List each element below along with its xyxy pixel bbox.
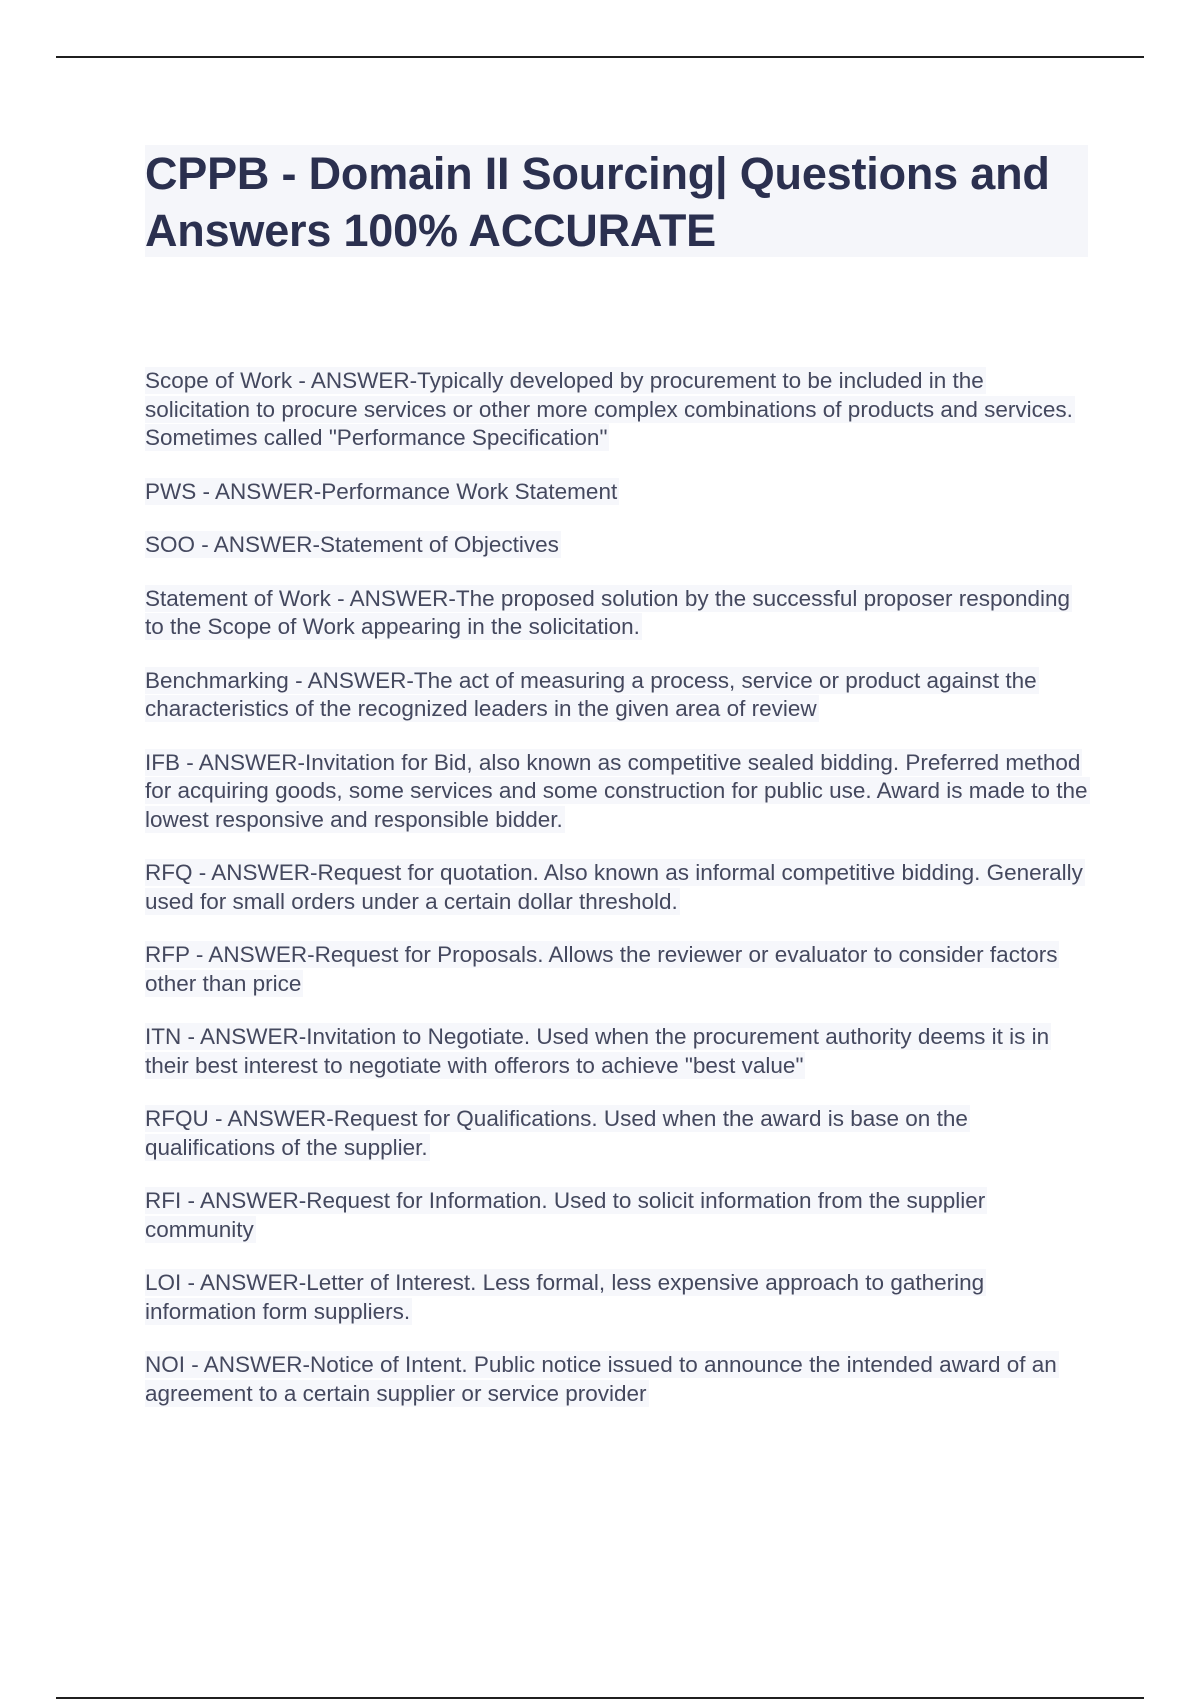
page-title: CPPB - Domain II Sourcing| Questions and Answers 100% ACCURATE	[145, 148, 1050, 256]
bottom-divider	[56, 1697, 1144, 1699]
qa-entry-text: RFQ - ANSWER-Request for quotation. Also known as informal competitive bidding. Generally used for small orders under a certain dollar threshold.	[145, 860, 1083, 914]
qa-entry-text: PWS - ANSWER-Performance Work Statement	[145, 478, 618, 504]
qa-entry-text: RFQU - ANSWER-Request for Qualifications. Used when the award is base on the qualifications of the supplier.	[145, 1106, 968, 1160]
qa-entry-text: Benchmarking - ANSWER-The act of measuring a process, service or product against the characteristics of the recognized leaders in the given area of review	[145, 667, 1037, 721]
qa-entry	[145, 367, 1088, 453]
title-block	[145, 145, 1088, 257]
qa-entry	[145, 478, 1088, 507]
qa-entry	[145, 667, 1088, 724]
qa-entry-text: RFP - ANSWER-Request for Proposals. Allows the reviewer or evaluator to consider factors other than price	[145, 942, 1058, 996]
qa-entry	[145, 1269, 1088, 1326]
qa-entry	[145, 585, 1088, 642]
qa-entry-text: Statement of Work - ANSWER-The proposed solution by the successful proposer responding to the Scope of Work appearing in the solicitation.	[145, 585, 1071, 639]
qa-entry-text: Scope of Work - ANSWER-Typically developed by procurement to be included in the solicitation to procure services or other more complex combinations of products and services. Sometimes called "Performance Specification"	[145, 368, 1073, 450]
qa-entry	[145, 1023, 1088, 1080]
qa-entry-text: NOI - ANSWER-Notice of Intent. Public notice issued to announce the intended award of an agreement to a certain supplier or service provider	[145, 1352, 1057, 1406]
qa-entry-text: ITN - ANSWER-Invitation to Negotiate. Used when the procurement authority deems it is in their best interest to negotiate with offerors to achieve "best value"	[145, 1024, 1050, 1078]
qa-entry	[145, 1105, 1088, 1162]
qa-list	[145, 367, 1088, 1433]
qa-entry	[145, 859, 1088, 916]
qa-entry-text: IFB - ANSWER-Invitation for Bid, also known as competitive sealed bidding. Preferred method for acquiring goods, some services and some construction for public use. Award is made to the lowest responsive and responsible bidder.	[145, 749, 1088, 832]
top-divider	[56, 56, 1144, 58]
qa-entry	[145, 941, 1088, 998]
qa-entry	[145, 1351, 1088, 1408]
qa-entry-text: LOI - ANSWER-Letter of Interest. Less formal, less expensive approach to gathering information form suppliers.	[145, 1270, 985, 1324]
qa-entry	[145, 531, 1088, 560]
qa-entry-text: RFI - ANSWER-Request for Information. Used to solicit information from the supplier community	[145, 1188, 986, 1242]
qa-entry-text: SOO - ANSWER-Statement of Objectives	[145, 532, 559, 557]
qa-entry	[145, 1187, 1088, 1244]
qa-entry	[145, 749, 1088, 835]
